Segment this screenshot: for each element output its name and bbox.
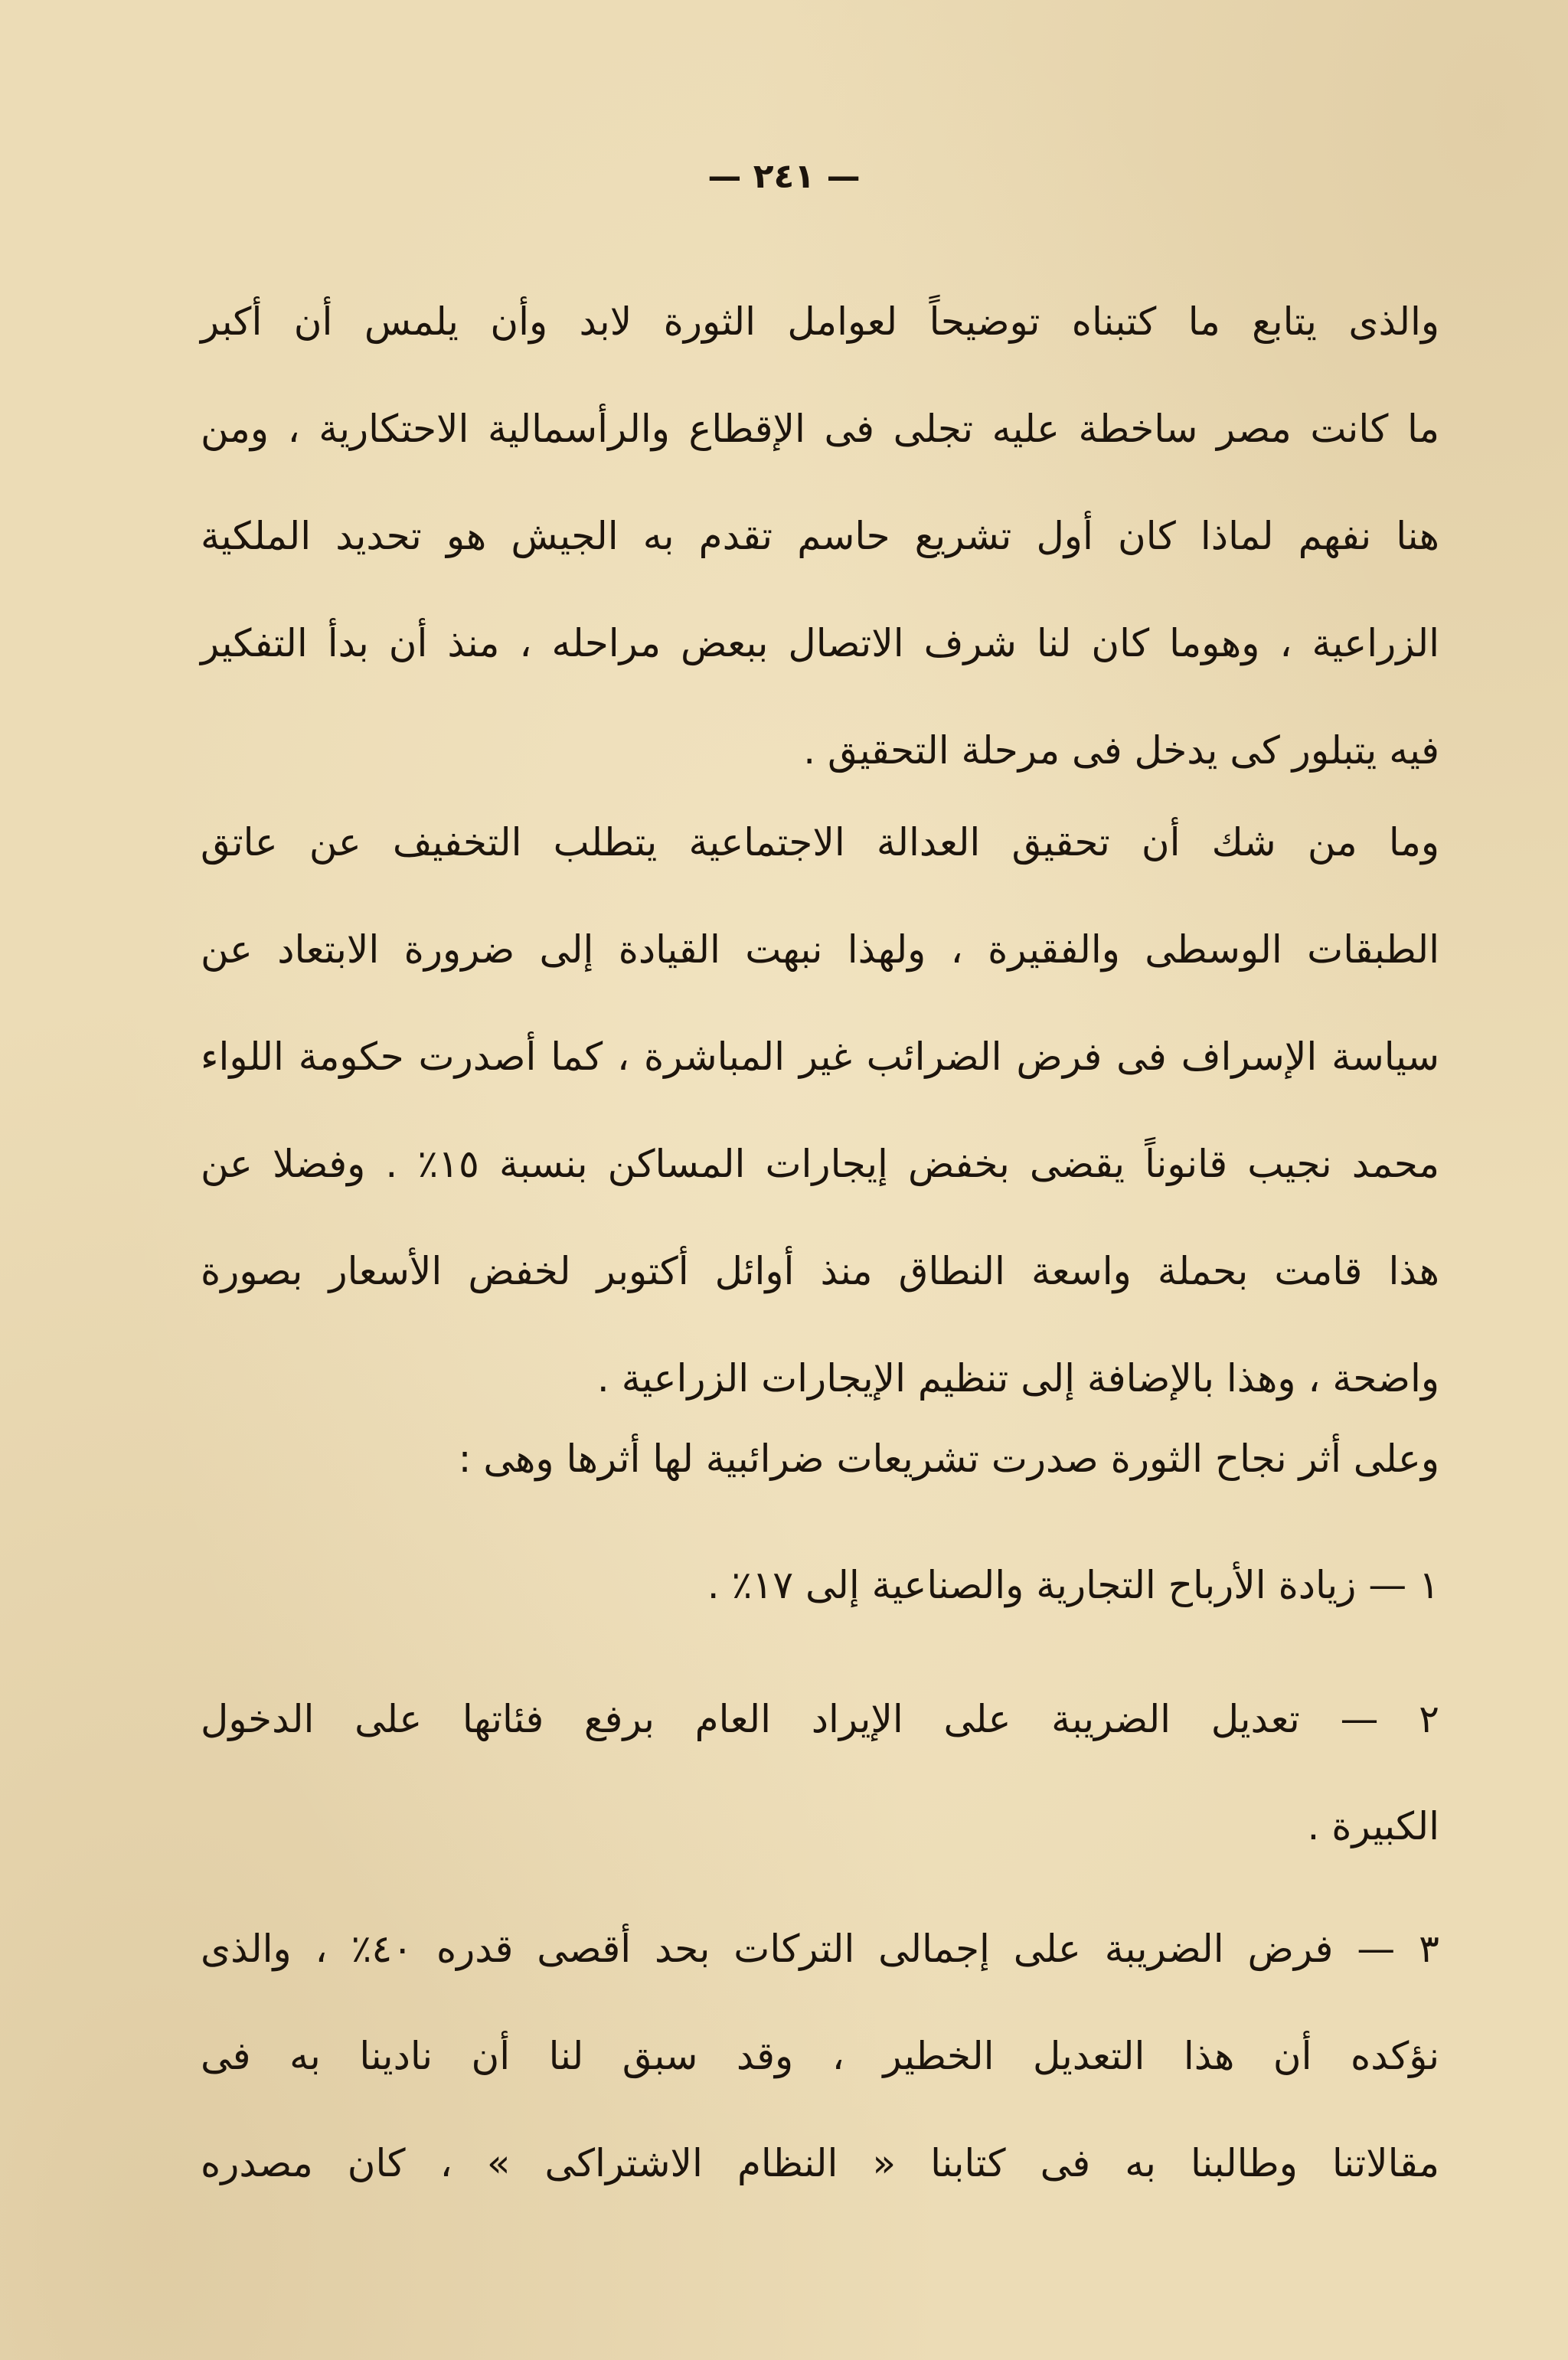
paragraph-line: والذى يتابع ما كتبناه توضيحاً لعوامل الثورة لابد وأن يلمس أن أكبر: [201, 299, 1439, 344]
paragraph-line: الطبقات الوسطى والفقيرة ، ولهذا نبهت القيادة إلى ضرورة الابتعاد عن: [201, 927, 1439, 972]
paragraph-line: فيه يتبلور كى يدخل فى مرحلة التحقيق .: [803, 728, 1439, 773]
paragraph-line: واضحة ، وهذا بالإضافة إلى تنظيم الإيجارات الزراعية .: [596, 1356, 1439, 1401]
paragraph-revolution-factors: [201, 268, 1439, 804]
list-item-line: ٢ — تعديل الضريبة على الإيراد العام برفع فئاتها على الدخول: [201, 1697, 1439, 1741]
list-item-line: ١ — زيادة الأرباح التجارية والصناعية إلى ١٧٪ .: [707, 1563, 1439, 1607]
paragraph-line: محمد نجيب قانوناً يقضى بخفض إيجارات المساكن بنسبة ١٥٪ . وفضلا عن: [201, 1142, 1439, 1186]
paragraph-social-justice: [201, 789, 1439, 1432]
list-item-1: [201, 1531, 1439, 1639]
paragraph-line: هنا نفهم لماذا كان أول تشريع حاسم تقدم به الجيش هو تحديد الملكية: [201, 514, 1439, 558]
paragraph-line: هذا قامت بحملة واسعة النطاق منذ أوائل أكتوبر لخفض الأسعار بصورة: [201, 1249, 1439, 1293]
paragraph-line: الزراعية ، وهوما كان لنا شرف الاتصال ببعض مراحله ، منذ أن بدأ التفكير: [201, 621, 1439, 665]
list-item-line: الكبيرة .: [1307, 1804, 1439, 1848]
paragraph-line: وعلى أثر نجاح الثورة صدرت تشريعات ضرائبية لها أثرها وهى :: [458, 1437, 1439, 1481]
list-item-line: نؤكده أن هذا التعديل الخطير ، وقد سبق لنا أن نادينا به فى: [201, 2034, 1439, 2078]
paragraph-line: وما من شك أن تحقيق العدالة الاجتماعية يتطلب التخفيف عن عاتق: [201, 820, 1439, 865]
list-item-line: ٣ — فرض الضريبة على إجمالى التركات بحد أقصى قدره ٤٠٪ ، والذى: [201, 1927, 1439, 1971]
paragraph-line: سياسة الإسراف فى فرض الضرائب غير المباشرة ، كما أصدرت حكومة اللواء: [201, 1035, 1439, 1079]
list-item-3: [201, 1895, 1439, 2217]
list-item-line: مقالاتنا وطالبنا به فى كتابنا « النظام الاشتراكى » ، كان مصدره: [201, 2141, 1439, 2185]
list-item-2: [201, 1665, 1439, 1880]
page-number: — ٢٤١ —: [707, 157, 861, 196]
paragraph-tax-legislation-intro: [201, 1405, 1439, 1512]
paragraph-line: ما كانت مصر ساخطة عليه تجلى فى الإقطاع والرأسمالية الاحتكارية ، ومن: [201, 407, 1439, 451]
